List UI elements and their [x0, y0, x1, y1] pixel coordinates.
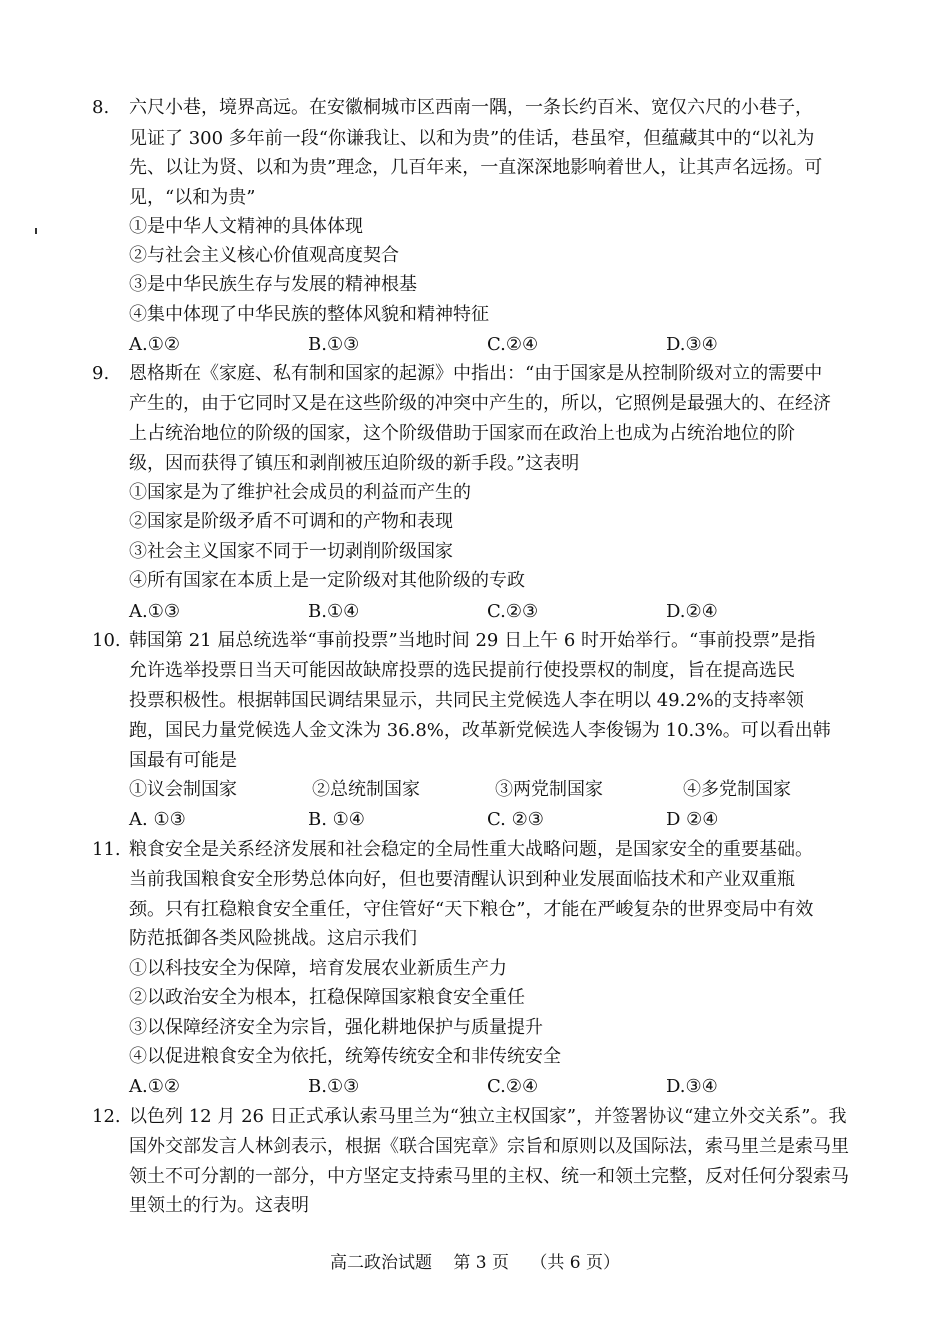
choice-c[interactable]: C.②③ [487, 601, 539, 622]
question-number: 11. [92, 839, 121, 860]
question-stem-line: 上占统治地位的阶级的国家，这个阶级借助于国家而在政治上也成为占统治地位的阶 [129, 423, 795, 444]
question-number: 9. [92, 363, 110, 384]
question-stem-line: 国最有可能是 [129, 750, 237, 771]
question-stem-line: 见，“以和为贵” [129, 187, 256, 208]
choice-d[interactable]: D.③④ [666, 334, 718, 355]
question-stem-line: 允许选举投票日当天可能因故缺席投票的选民提前行使投票权的制度，旨在提高选民 [129, 660, 795, 681]
choice-b[interactable]: B.①③ [308, 334, 360, 355]
choice-a[interactable]: A. ①③ [129, 809, 186, 830]
question-stem-line: 12. 以色列 12 月 26 日正式承认索马里兰为“独立主权国家”，并签署协议“建立外交关系”。我 [129, 1104, 847, 1132]
question-stem-line: 8. 六尺小巷，境界高远。在安徽桐城市区西南一隅，一条长约百米、宽仅六尺的小巷子， [129, 95, 813, 123]
scan-mark [35, 228, 37, 234]
question-stem-line: 见证了 300 多年前一段“你谦我让、以和为贵”的佳话，巷虽窄，但蕴藏其中的“以礼为 [129, 128, 815, 149]
footer-page-number: 第 3 页 [453, 1253, 509, 1273]
question-number: 8. [92, 97, 110, 118]
choice-b[interactable]: B.①④ [308, 601, 360, 622]
question-stem-line: 级，因而获得了镇压和剥削被压迫阶级的新手段。”这表明 [129, 453, 580, 474]
statement-option: ①是中华人文精神的具体体现 [129, 216, 363, 237]
page-footer [0, 1250, 950, 1276]
question-stem-line: 9. 恩格斯在《家庭、私有制和国家的起源》中指出：“由于国家是从控制阶级对立的需要中 [129, 361, 822, 389]
statement-option: ③社会主义国家不同于一切剥削阶级国家 [129, 541, 453, 562]
footer-total-pages: （共 6 页） [530, 1253, 621, 1273]
choice-c[interactable]: C. ②③ [487, 809, 544, 830]
question-stem-line: 11. 粮食安全是关系经济发展和社会稳定的全局性重大战略问题，是国家安全的重要基础。 [129, 837, 813, 865]
question-stem-line: 领土不可分割的一部分，中方坚定支持索马里的主权、统一和领土完整，反对任何分裂索马 [129, 1166, 849, 1187]
footer-title: 高二政治试题 [329, 1253, 432, 1273]
question-stem-line: 颈。只有扛稳粮食安全重任，守住管好“天下粮仓”，才能在严峻复杂的世界变局中有效 [129, 899, 814, 920]
question-stem-line: 当前我国粮食安全形势总体向好，但也要清醒认识到种业发展面临技术和产业双重瓶 [129, 869, 795, 890]
statement-option: ②总统制国家 [312, 779, 420, 800]
question-stem-line: 产生的，由于它同时又是在这些阶级的冲突中产生的，所以，它照例是最强大的、在经济 [129, 393, 831, 414]
question-stem-line: 10. 韩国第 21 届总统选举“事前投票”当地时间 29 日上午 6 时开始举行。“事前投票”是指 [129, 628, 815, 656]
statement-option: ①议会制国家 [129, 779, 237, 800]
choice-d[interactable]: D.③④ [666, 1076, 718, 1097]
question-stem-line: 防范抵御各类风险挑战。这启示我们 [129, 928, 417, 949]
choice-b[interactable]: B.①③ [308, 1076, 360, 1097]
question-stem-line: 里领土的行为。这表明 [129, 1195, 309, 1216]
choice-c[interactable]: C.②④ [487, 334, 539, 355]
choice-a[interactable]: A.①② [129, 1076, 180, 1097]
statement-option: ②与社会主义核心价值观高度契合 [129, 245, 399, 266]
question-stem-line: 先、以让为贤、以和为贵”理念，几百年来，一直深深地影响着世人，让其声名远扬。可 [129, 157, 823, 178]
statement-option: ②以政治安全为根本，扛稳保障国家粮食安全重任 [129, 987, 525, 1008]
choice-a[interactable]: A.①② [129, 334, 180, 355]
choice-c[interactable]: C.②④ [487, 1076, 539, 1097]
question-number: 12. [92, 1106, 121, 1127]
statement-option: ④多党制国家 [683, 779, 791, 800]
question-stem-line: 投票积极性。根据韩国民调结果显示，共同民主党候选人李在明以 49.2%的支持率领 [129, 690, 804, 711]
question-stem-line: 国外交部发言人林剑表示，根据《联合国宪章》宗旨和原则以及国际法，索马里兰是索马里 [129, 1136, 849, 1157]
choice-d[interactable]: D ②④ [666, 809, 719, 830]
choice-b[interactable]: B. ①④ [308, 809, 365, 830]
question-number: 10. [92, 630, 121, 651]
statement-option: ④所有国家在本质上是一定阶级对其他阶级的专政 [129, 570, 525, 591]
statement-option: ②国家是阶级矛盾不可调和的产物和表现 [129, 511, 453, 532]
statement-option: ③两党制国家 [495, 779, 603, 800]
choice-a[interactable]: A.①③ [129, 601, 180, 622]
statement-option: ①以科技安全为保障，培育发展农业新质生产力 [129, 958, 507, 979]
choice-d[interactable]: D.②④ [666, 601, 718, 622]
statement-option: ③是中华民族生存与发展的精神根基 [129, 274, 417, 295]
statement-option: ③以保障经济安全为宗旨，强化耕地保护与质量提升 [129, 1017, 543, 1038]
question-stem-line: 跑，国民力量党候选人金文洙为 36.8%，改革新党候选人李俊锡为 10.3%。可以看出韩 [129, 720, 831, 741]
statement-option: ①国家是为了维护社会成员的利益而产生的 [129, 482, 471, 503]
statement-option: ④以促进粮食安全为依托，统筹传统安全和非传统安全 [129, 1046, 561, 1067]
statement-option: ④集中体现了中华民族的整体风貌和精神特征 [129, 304, 489, 325]
